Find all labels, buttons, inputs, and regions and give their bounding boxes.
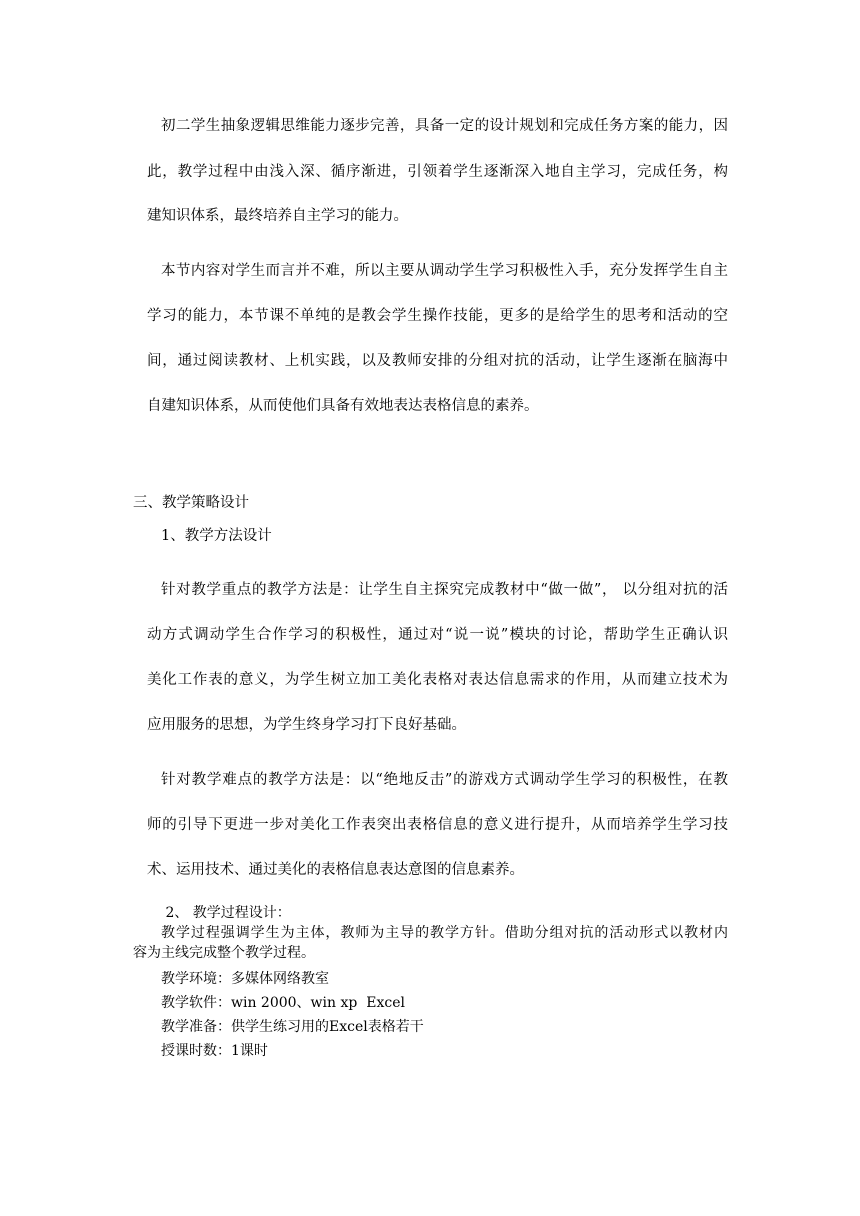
paragraph-line: 此，教学过程中由浅入深、循序渐进，引领着学生逐渐深入地自主学习，完成任务，构 xyxy=(147,164,728,180)
subsection-heading: 2、 教学过程设计： xyxy=(161,905,291,921)
teaching-preparation: 教学准备：供学生练习用的Excel表格若干 xyxy=(161,1019,424,1035)
paragraph-line: 建知识体系，最终培养自主学习的能力。 xyxy=(147,208,408,224)
paragraph-line: 初二学生抽象逻辑思维能力逐步完善，具备一定的设计规划和完成任务方案的能力，因 xyxy=(161,118,728,134)
paragraph-line: 学习的能力，本节课不单纯的是教会学生操作技能，更多的是给学生的思考和活动的空 xyxy=(147,308,728,324)
paragraph-line: 针对教学难点的教学方法是：以“绝地反击”的游戏方式调动学生学习的积极性，在教 xyxy=(161,772,728,788)
teaching-environment: 教学环境：多媒体网络教室 xyxy=(161,971,329,987)
class-hours: 授课时数：1课时 xyxy=(161,1043,268,1059)
paragraph-line: 容为主线完成整个教学过程。 xyxy=(133,945,315,961)
teaching-software: 教学软件：win 2000、win xp Excel xyxy=(161,995,405,1011)
paragraph-line: 应用服务的思想，为学生终身学习打下良好基础。 xyxy=(147,717,466,733)
paragraph-line: 动方式调动学生合作学习的积极性，通过对“说一说”模块的讨论，帮助学生正确认识 xyxy=(147,627,728,643)
paragraph-line: 美化工作表的意义，为学生树立加工美化表格对表达信息需求的作用，从而建立技术为 xyxy=(147,672,728,688)
paragraph-line: 师的引导下更进一步对美化工作表突出表格信息的意义进行提升，从而培养学生学习技 xyxy=(147,817,728,833)
paragraph-line: 本节内容对学生而言并不难，所以主要从调动学生学习积极性入手，充分发挥学生自主 xyxy=(161,263,728,279)
paragraph-line: 间，通过阅读教材、上机实践，以及教师安排的分组对抗的活动，让学生逐渐在脑海中 xyxy=(147,353,728,369)
paragraph-line: 自建知识体系，从而使他们具备有效地表达表格信息的素养。 xyxy=(147,398,539,414)
paragraph-line: 针对教学重点的教学方法是：让学生自主探究完成教材中“做一做”， 以分组对抗的活 xyxy=(161,582,728,598)
subsection-heading: 1、教学方法设计 xyxy=(161,528,272,544)
paragraph-line: 教学过程强调学生为主体，教师为主导的教学方针。借助分组对抗的活动形式以教材内 xyxy=(161,925,728,941)
section-heading: 三、教学策略设计 xyxy=(133,495,249,511)
paragraph-line: 术、运用技术、通过美化的表格信息表达意图的信息素养。 xyxy=(147,862,524,878)
